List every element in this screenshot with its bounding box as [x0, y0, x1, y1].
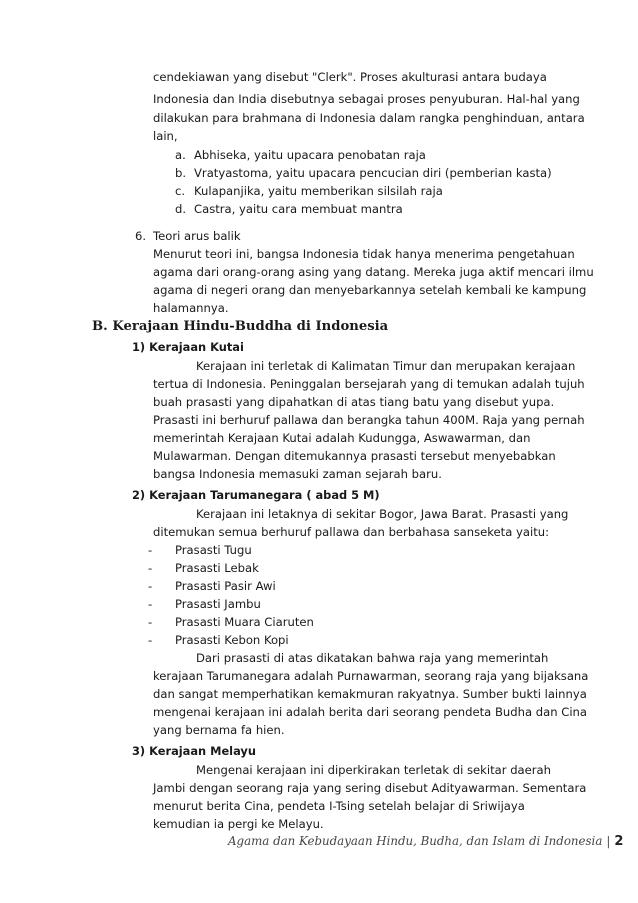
paragraph-line: Jambi dengan seorang raja yang sering disebut Adityawarman. Sementara	[153, 781, 587, 795]
paragraph-line: tertua di Indonesia. Peninggalan bersejarah yang di temukan adalah tujuh	[153, 377, 585, 391]
list-marker: d.	[175, 202, 187, 216]
teori-line: agama di negeri orang dan menyebarkannya setelah kembali ke kampung	[153, 283, 587, 297]
list-item: Vratyastoma, yaitu upacara pencucian diri (pemberian kasta)	[194, 166, 552, 180]
paragraph-line: Mulawarman. Dengan ditemukannya prasasti tersebut menyebabkan	[153, 449, 556, 463]
paragraph-line: ditemukan semua berhuruf pallawa dan berbahasa sanseketa yaitu:	[153, 525, 549, 539]
paragraph-line: yang bernama fa hien.	[153, 723, 285, 737]
intro-line: Indonesia dan India disebutnya sebagai proses penyuburan. Hal-hal yang	[153, 92, 580, 106]
paragraph-line: Mengenai kerajaan ini diperkirakan terletak di sekitar daerah	[196, 763, 552, 777]
bullet-dash: -	[148, 615, 153, 629]
prasasti-item: Prasasti Tugu	[175, 543, 252, 557]
section-heading: B. Kerajaan Hindu-Buddha di Indonesia	[92, 319, 389, 334]
teori-number: 6.	[135, 229, 147, 243]
list-marker: c.	[175, 184, 186, 198]
page-footer	[228, 834, 623, 849]
teori-title: Teori arus balik	[153, 229, 241, 243]
paragraph-line: dan sangat memperhatikan kemakmuran rakyatnya. Sumber bukti lainnya	[153, 687, 587, 701]
paragraph-line: Dari prasasti di atas dikatakan bahwa raja yang memerintah	[196, 651, 549, 665]
list-item: Abhiseka, yaitu upacara penobatan raja	[194, 148, 426, 162]
paragraph-line: Kerajaan ini terletak di Kalimatan Timur dan merupakan kerajaan	[196, 359, 576, 373]
paragraph-line: kemudian ia pergi ke Melayu.	[153, 817, 324, 831]
page-number: 2	[614, 834, 624, 849]
paragraph-line: memerintah Kerajaan Kutai adalah Kudungga, Aswawarman, dan	[153, 431, 531, 445]
bullet-dash: -	[148, 633, 153, 647]
footer-separator: |	[606, 834, 611, 848]
teori-line: halamannya.	[153, 301, 229, 315]
list-marker: a.	[175, 148, 186, 162]
footer-title: Agama dan Kebudayaan Hindu, Budha, dan Islam di Indonesia	[228, 834, 603, 848]
kerajaan-melayu-title: 3) Kerajaan Melayu	[132, 744, 256, 758]
prasasti-item: Prasasti Kebon Kopi	[175, 633, 289, 647]
bullet-dash: -	[148, 597, 153, 611]
list-marker: b.	[175, 166, 187, 180]
paragraph-line: kerajaan Tarumanegara adalah Purnawarman, seorang raja yang bijaksana	[153, 669, 589, 683]
paragraph-line: buah prasasti yang dipahatkan di atas tiang batu yang disebut yupa.	[153, 395, 555, 409]
prasasti-item: Prasasti Pasir Awi	[175, 579, 276, 593]
paragraph-line: mengenai kerajaan ini adalah berita dari seorang pendeta Budha dan Cina	[153, 705, 588, 719]
prasasti-item: Prasasti Jambu	[175, 597, 261, 611]
intro-line: dilakukan para brahmana di Indonesia dalam rangka penghinduan, antara	[153, 111, 585, 125]
bullet-dash: -	[148, 543, 153, 557]
prasasti-item: Prasasti Lebak	[175, 561, 259, 575]
paragraph-line: menurut berita Cina, pendeta I-Tsing setelah belajar di Sriwijaya	[153, 799, 525, 813]
teori-line: Menurut teori ini, bangsa Indonesia tidak hanya menerima pengetahuan	[153, 247, 575, 261]
list-item: Kulapanjika, yaitu memberikan silsilah raja	[194, 184, 443, 198]
intro-line: lain,	[153, 129, 178, 143]
kerajaan-kutai-title: 1) Kerajaan Kutai	[132, 340, 244, 354]
paragraph-line: Prasasti ini berhuruf pallawa dan berangka tahun 400M. Raja yang pernah	[153, 413, 585, 427]
intro-line: cendekiawan yang disebut "Clerk". Proses akulturasi antara budaya	[153, 70, 547, 84]
paragraph-line: bangsa Indonesia memasuki zaman sejarah baru.	[153, 467, 442, 481]
list-item: Castra, yaitu cara membuat mantra	[194, 202, 403, 216]
kerajaan-tarumanegara-title: 2) Kerajaan Tarumanegara ( abad 5 M)	[132, 488, 380, 502]
paragraph-line: Kerajaan ini letaknya di sekitar Bogor, Jawa Barat. Prasasti yang	[196, 507, 569, 521]
bullet-dash: -	[148, 579, 153, 593]
teori-line: agama dari orang-orang asing yang datang. Mereka juga aktif mencari ilmu	[153, 265, 594, 279]
bullet-dash: -	[148, 561, 153, 575]
prasasti-item: Prasasti Muara Ciaruten	[175, 615, 314, 629]
